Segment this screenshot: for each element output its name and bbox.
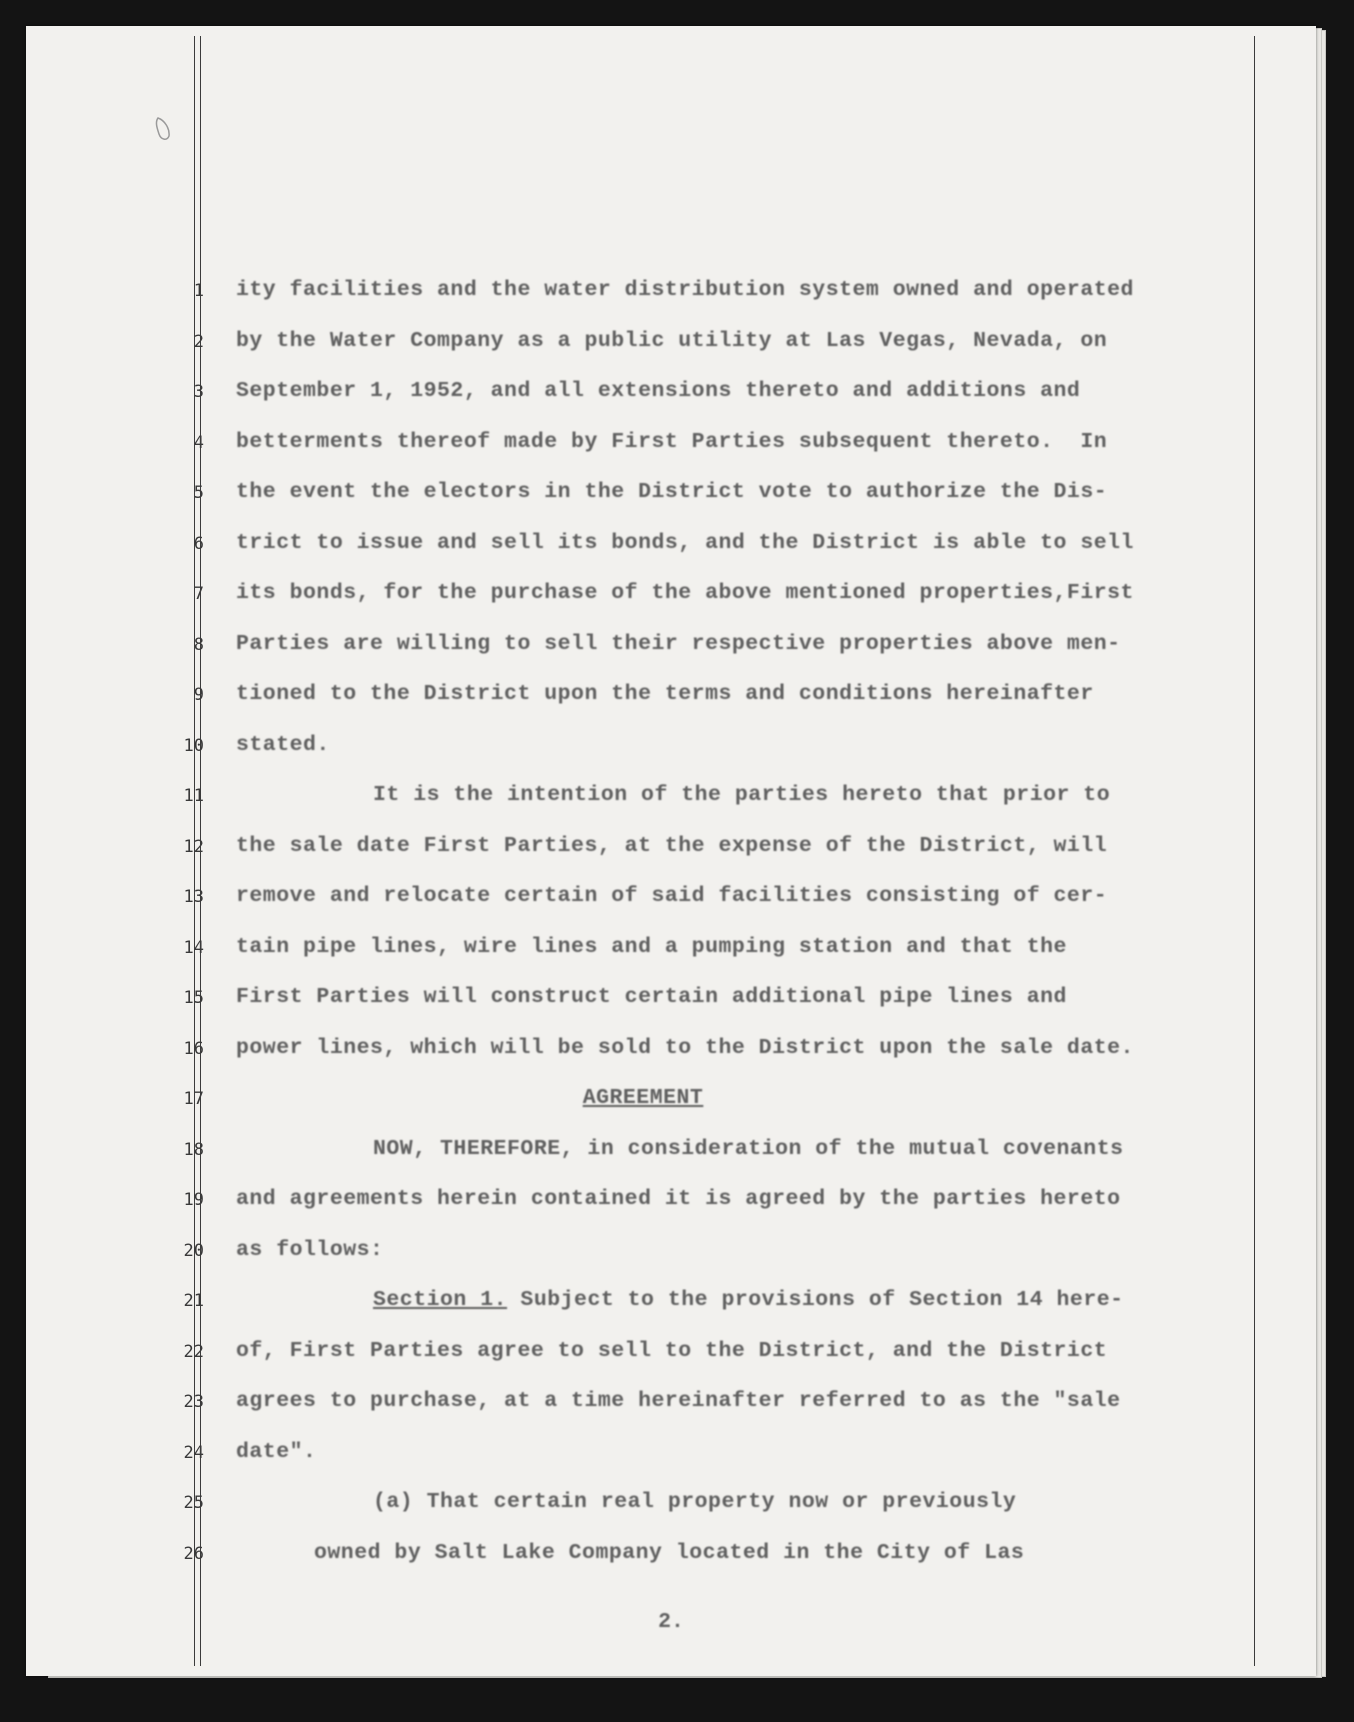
text-line: ity facilities and the water distribution system owned and operated [236,278,1134,302]
text-line: betterments thereof made by First Parties subsequent thereto. In [236,429,1108,454]
document-page [26,26,1316,1676]
section-text: Subject to the provisions of Section 14 here- [507,1288,1124,1312]
text-line: tain pipe lines, wire lines and a pumping station and that the [236,934,1067,959]
text-line: as follows: [236,1237,384,1262]
line-number: 15 [183,988,204,1008]
text-line: the sale date First Parties, at the expense of the District, will [236,833,1108,858]
line-number: 20 [183,1240,204,1261]
line-number: 11 [183,786,204,806]
text-line: and agreements herein contained it is agreed by the parties hereto [236,1187,1121,1211]
line-number: 14 [183,937,204,958]
line-number: 2 [193,331,204,352]
page-number: 2. [658,1610,684,1634]
line-number: 19 [183,1190,204,1210]
text-line: of, First Parties agree to sell to the District, and the District [236,1338,1108,1363]
line-number: 9 [193,685,204,705]
text-line: by the Water Company as a public utility at Las Vegas, Nevada, on [236,328,1108,353]
section-line [236,1282,1276,1333]
text-line: remove and relocate certain of said facilities consisting of cer- [236,884,1108,908]
line-number: 5 [193,483,204,503]
line-number: 12 [183,836,204,857]
agreement-heading [236,1080,913,1131]
line-number: 6 [193,533,204,554]
line-number: 22 [183,1341,204,1362]
text-line: It is the intention of the parties hereto that prior to [373,783,1111,807]
text-line: its bonds, for the purchase of the above mentioned properties,First [236,581,1134,605]
line-number: 3 [193,382,204,402]
text-line: Parties are willing to sell their respective properties above men- [236,631,1121,656]
line-number-column [166,276,226,1589]
line-number: 7 [193,584,204,604]
text-line: (a) That certain real property now or previously [373,1490,1017,1514]
text-line: stated. [236,732,330,757]
text-line: trict to issue and sell its bonds, and the District is able to sell [236,530,1134,555]
line-number: 16 [183,1038,204,1059]
text-line: First Parties will construct certain additional pipe lines and [236,985,1067,1009]
text-line: agrees to purchase, at a time hereinafter referred to as the "sale [236,1389,1121,1413]
line-number: 17 [183,1089,204,1109]
line-number: 26 [183,1543,204,1564]
line-number: 23 [183,1392,204,1412]
text-line: the event the electors in the District vote to authorize the Dis- [236,480,1108,504]
section-heading: Section 1. [373,1288,508,1312]
line-number: 1 [193,281,204,301]
text-line: power lines, which will be sold to the District upon the sale date. [236,1035,1134,1060]
text-line: date". [236,1439,317,1464]
text-line: tioned to the District upon the terms and conditions hereinafter [236,682,1094,706]
line-number: 10 [183,735,204,756]
document-body [236,272,1276,1585]
line-number: 4 [193,432,204,453]
agreement-heading-text: AGREEMENT [582,1086,704,1110]
line-number: 24 [183,1442,204,1463]
line-number: 18 [183,1139,204,1160]
line-number: 13 [183,887,204,907]
line-number: 25 [183,1493,204,1513]
line-number: 8 [193,634,204,655]
punch-hole-mark [152,114,174,144]
line-number: 21 [183,1291,204,1311]
text-line: NOW, THEREFORE, in consideration of the mutual covenants [373,1136,1124,1161]
text-line: September 1, 1952, and all extensions thereto and additions and [236,379,1081,403]
text-line: owned by Salt Lake Company located in the City of Las [314,1540,1025,1565]
